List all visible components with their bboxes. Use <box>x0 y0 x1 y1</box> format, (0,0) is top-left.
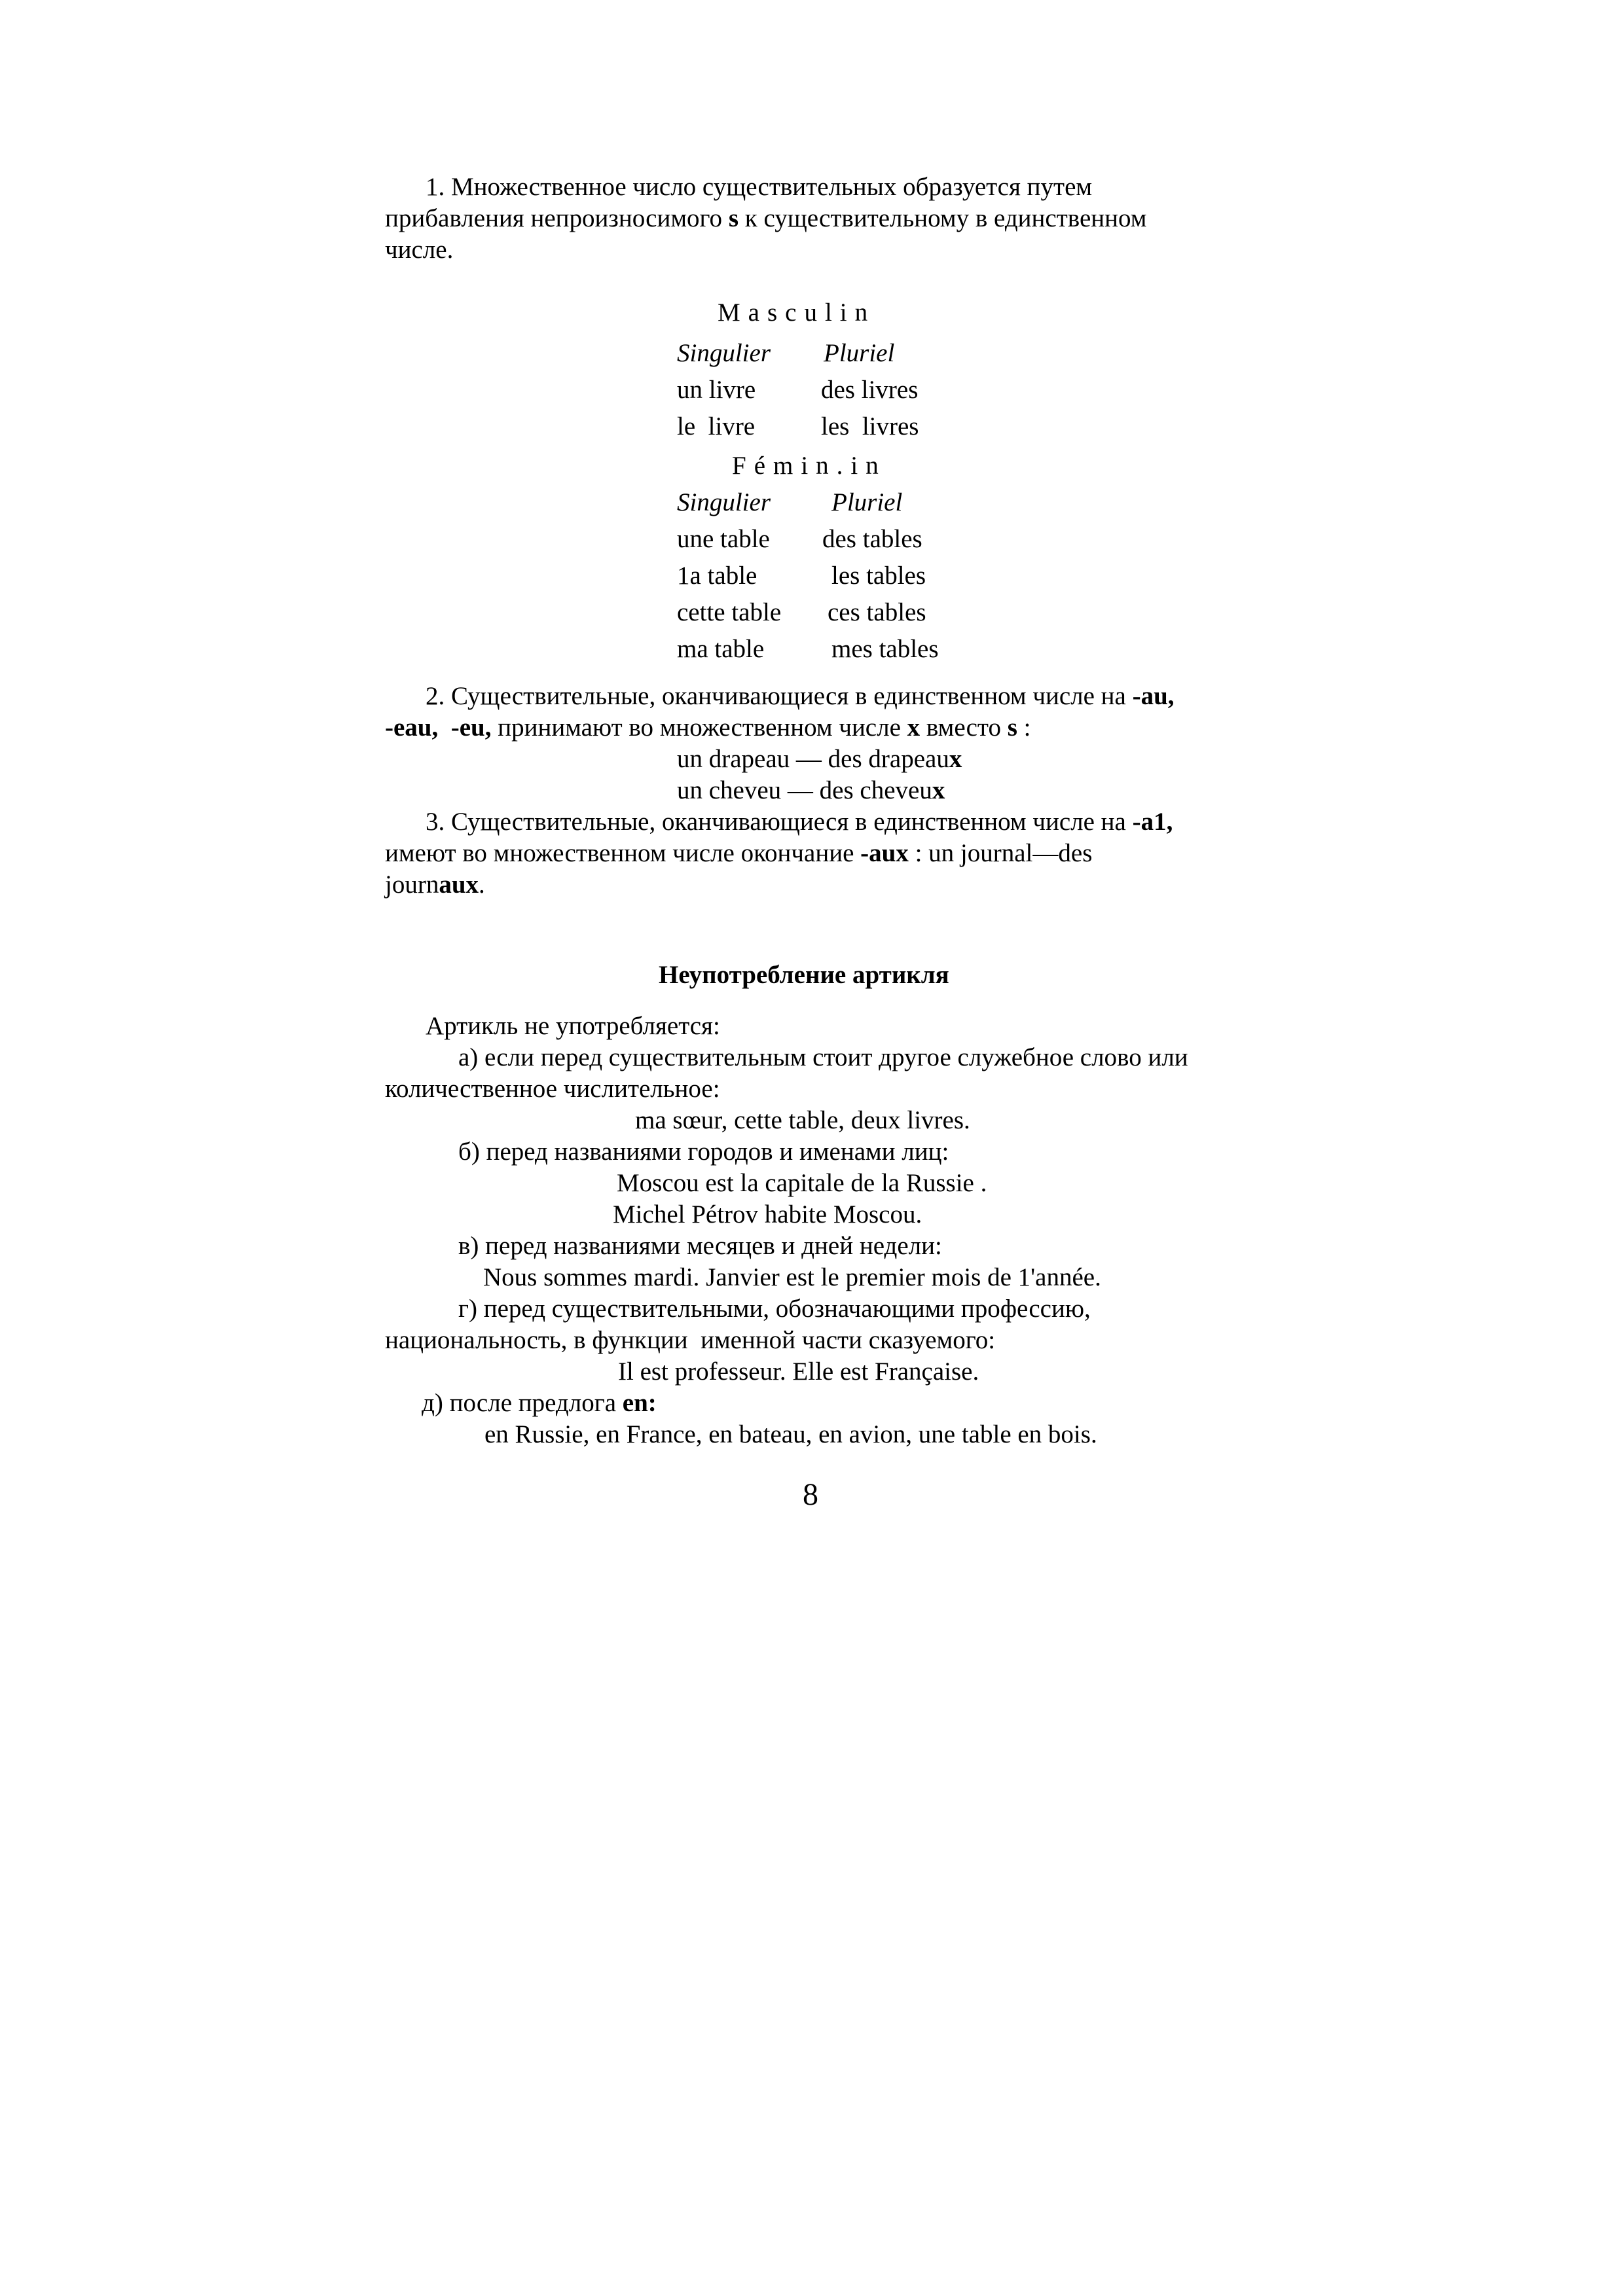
feminin-row-pluriel: mes tables <box>831 635 939 663</box>
rule-g-line1: г) перед существительными, обозначающими профессию, <box>458 1295 1091 1323</box>
feminin-row-pluriel: les tables <box>831 562 926 590</box>
rule-b-example2: Michel Pétrov habite Moscou. <box>613 1200 922 1229</box>
rule-b-example1: Moscou est la capitale de la Russie . <box>617 1169 987 1197</box>
section3-line1: 3. Существительные, оканчивающиеся в единственном числе на -a1, <box>426 808 1173 836</box>
section2-line1: 2. Существительные, оканчивающиеся в единственном числе на -au, <box>426 682 1175 710</box>
feminin-row-singulier: une table <box>677 525 770 553</box>
feminin-row-singulier: 1a table <box>677 562 757 590</box>
rule-g-example: Il est professeur. Elle est Française. <box>618 1357 979 1386</box>
section3-line2: имеют во множественном числе окончание -aux : un journal—des <box>385 839 1093 867</box>
masculin-row-singulier: un livre <box>677 376 756 404</box>
section2-line2: -eau, -eu, принимают во множественном числе x вместо s : <box>385 713 1031 742</box>
feminin-col-pluriel: Pluriel <box>831 488 903 516</box>
section1-line3: числе. <box>385 236 454 264</box>
section2-example2: un cheveu — des cheveux <box>677 776 945 804</box>
feminin-row-pluriel: ces tables <box>828 598 926 626</box>
rule-a-line1: а) если перед существительным стоит другое служебное слово или <box>458 1043 1188 1071</box>
masculin-row-pluriel: des livres <box>821 376 919 404</box>
feminin-row-pluriel: des tables <box>822 525 922 553</box>
masculin-col-singulier: Singulier <box>677 339 771 367</box>
masculin-col-pluriel: Pluriel <box>824 339 895 367</box>
rule-v-example: Nous sommes mardi. Janvier est le premier mois de 1'année. <box>483 1263 1101 1291</box>
rule-d-example: en Russie, en France, en bateau, en avion, une table en bois. <box>484 1420 1097 1448</box>
feminin-row-singulier: ma table <box>677 635 765 663</box>
feminin-row-singulier: cette table <box>677 598 782 626</box>
article-intro: Артикль не употребляется: <box>426 1012 720 1040</box>
section-heading: Неупотребление артикля <box>659 961 949 989</box>
rule-d-line1: д) после предлога en: <box>422 1389 657 1417</box>
masculin-row-singulier: le livre <box>677 412 756 440</box>
feminin-title: Fémin.in <box>732 452 886 480</box>
section1-line1: 1. Множественное число существительных образуется путем <box>426 173 1093 201</box>
section3-line3: journaux. <box>385 870 485 899</box>
rule-a-example: ma sœur, cette table, deux livres. <box>635 1106 970 1134</box>
rule-b-line1: б) перед названиями городов и именами лиц: <box>458 1138 949 1166</box>
masculin-row-pluriel: les livres <box>821 412 919 440</box>
rule-a-line2: количественное числительное: <box>385 1075 720 1103</box>
masculin-title: Masculin <box>718 298 876 327</box>
rule-v-line1: в) перед названиями месяцев и дней недели: <box>458 1232 942 1260</box>
section1-line2: прибавления непроизносимого s к существительному в единственном <box>385 204 1147 232</box>
feminin-col-singulier: Singulier <box>677 488 771 516</box>
rule-g-line2: национальность, в функции именной части сказуемого: <box>385 1326 996 1354</box>
section2-example1: un drapeau — des drapeaux <box>677 745 962 773</box>
page-number: 8 <box>803 1477 818 1512</box>
